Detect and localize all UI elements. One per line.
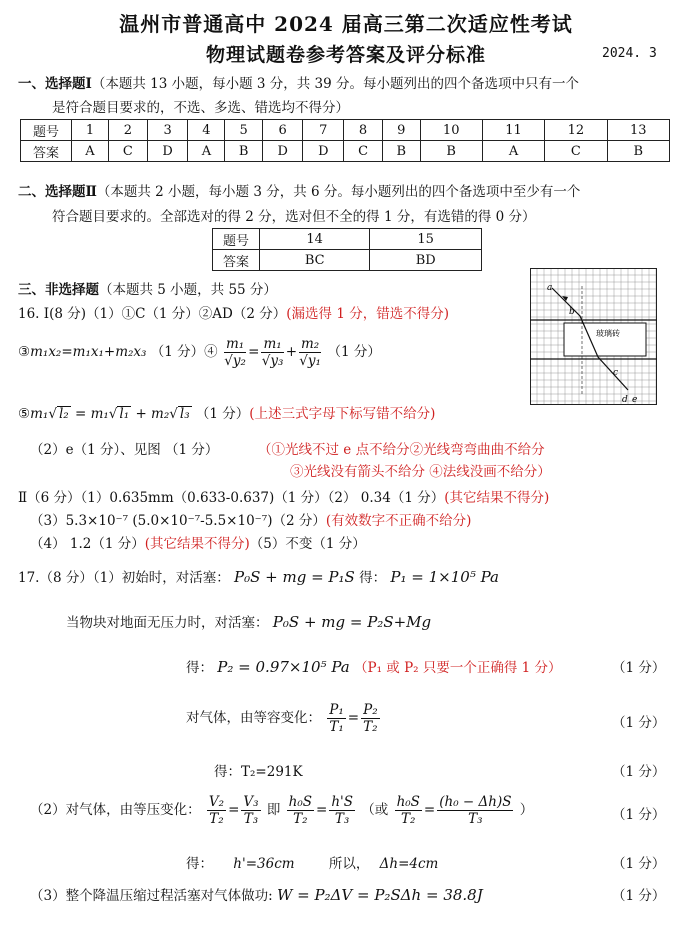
- q17-l8-equation: W = P₂ΔV = P₂SΔh = 38.8J: [276, 886, 483, 904]
- answer-cell: BC: [260, 250, 370, 271]
- q17-l7c: 所以，: [328, 856, 370, 872]
- fraction: $\frac{\text{m₂}}{\text{√y₁}}$: [299, 336, 321, 369]
- q16-ii-line1: [18, 486, 549, 506]
- q17-l5-text: 得：T₂=291K: [214, 764, 303, 780]
- q16-l6-text: （2）e（1 分）、见图 （1 分）: [30, 442, 219, 458]
- exam-date: 2024. 3: [602, 46, 657, 61]
- q16-l3-equation: m₁x₂=m₁x₁+m₂x₃: [30, 344, 147, 360]
- fraction: $\frac{h'S}{\text{T₃}}$: [331, 794, 353, 827]
- q17-line2: [66, 611, 431, 631]
- fraction: $\frac{\text{m₁}}{\text{√y₃}}$: [261, 336, 284, 369]
- fraction: $\frac{\text{V₂}}{\text{T₂}}$: [208, 794, 225, 827]
- q17-l3-score: （1 分）: [612, 660, 666, 676]
- glass-brick: [564, 323, 646, 356]
- q17-l8-score: （1 分）: [612, 888, 666, 904]
- fraction: $\frac{\text{V₃}}{\text{T₃}}$: [243, 794, 259, 827]
- equals-sign: =: [423, 802, 436, 818]
- q17-l3-equation: P₂ = 0.97×10⁵ Pa: [217, 658, 350, 676]
- point-a-label: a: [547, 283, 553, 293]
- q17-l7-score: （1 分）: [612, 856, 666, 872]
- q17-l6-score: （1 分）: [612, 807, 666, 823]
- q17-l5-score: （1 分）: [612, 764, 666, 780]
- q16-l3-score: （1 分）④: [150, 344, 218, 360]
- point-b-label: b: [569, 307, 575, 317]
- q17-l1-text: 17.（8 分）（1）初始时，对活塞：: [18, 570, 230, 586]
- answer-cell: B: [225, 141, 263, 162]
- q16-line5: ⑤m₁√ l₂ = m₁√ l₁ + m₂√ l₃ （1 分）(上述三式字母下标写错不给分): [18, 406, 436, 422]
- page-subtitle: 物理试题卷参考答案及评分标准: [205, 44, 486, 66]
- q16-ii-line3: [30, 532, 366, 552]
- q17-l3-text: 得：: [186, 660, 213, 676]
- answer-cell: A: [72, 141, 109, 162]
- q17-line1: [18, 566, 499, 586]
- q17-l6-mid2: （或: [361, 802, 389, 818]
- q17-line6: [30, 790, 533, 830]
- fraction: $\frac{\text{(h₀ − Δh)S}}{\text{T₃}}$: [439, 794, 512, 827]
- q16-l5-note: (上述三式字母下标写错不给分): [249, 406, 436, 422]
- q17-l7d: Δh=4cm: [379, 856, 439, 872]
- q16-l3-prefix: ③: [18, 344, 31, 360]
- answer-cell: B: [383, 141, 421, 162]
- question-number: 8: [344, 120, 383, 141]
- q16-ii-line2: [30, 509, 471, 529]
- q17-l1-result: P₁ = 1×10⁵ Pa: [390, 568, 499, 586]
- answer-cell: B: [607, 141, 669, 162]
- table-row: [213, 229, 482, 250]
- math-symbol: m₁: [90, 406, 109, 422]
- q16-l6-note2: ③光线没有箭头不给分 ④法线没画不给分）: [290, 464, 551, 480]
- question-number: 11: [482, 120, 544, 141]
- q16-line3: [18, 334, 381, 370]
- q16-l5-prefix: ⑤: [18, 406, 31, 422]
- fraction: $\frac{\text{P₂}}{\text{T₂}}$: [363, 702, 378, 735]
- answer-cell: BD: [370, 250, 482, 271]
- q16-ii2-note: (有效数字不正确不给分): [325, 513, 472, 529]
- q17-l6-end: ）: [519, 802, 534, 818]
- q17-l4-text: 对气体，由等容变化：: [186, 710, 321, 726]
- equals-sign: =: [316, 802, 328, 818]
- q17-l8-text: （3）整个降温压缩过程活塞对气体做功:: [30, 888, 273, 904]
- equals-sign: =: [248, 344, 260, 360]
- q17-l3-note: （P₁ 或 P₂ 只要一个正确得 1 分）: [354, 660, 562, 676]
- page-title: 温州市普通高中 2024 届高三第二次适应性考试: [119, 12, 573, 36]
- q16-ii1-text: Ⅱ（6 分）（1）0.635mm（0.633-0.637)（1 分）（2） 0.34（1 分）: [18, 490, 445, 506]
- q17-l2-equation: P₀S + mg = P₂S+Mg: [272, 613, 432, 631]
- q17-l1-mid: 得：: [359, 570, 387, 586]
- q17-l6-mid1: 即: [266, 802, 281, 818]
- row-label-answer: 答案: [21, 141, 72, 162]
- section1-heading: [18, 72, 579, 92]
- q17-line7: [186, 852, 438, 872]
- q16-line6: [30, 438, 218, 458]
- q17-l7a: 得：: [186, 856, 213, 872]
- q17-l6-text: （2）对气体，由等压变化：: [30, 802, 201, 818]
- question-number: 2: [108, 120, 147, 141]
- math-symbol: l₁: [119, 406, 130, 422]
- q16-l6-note1: （①光线不过 e 点不给分②光线弯弯曲曲不给分: [258, 442, 545, 458]
- section2-answer-table: [212, 228, 482, 271]
- section2-title: 二、选择题Ⅱ: [18, 184, 97, 200]
- question-number: 7: [303, 120, 344, 141]
- fraction: $\frac{\text{P₁}}{\text{T₁}}$: [329, 702, 344, 735]
- q16-line1: [18, 302, 449, 322]
- row-label-question: 题号: [213, 229, 260, 250]
- equals-sign: =: [74, 406, 87, 422]
- fraction: $\frac{\text{m₁}}{\text{√y₂}}$: [224, 336, 246, 369]
- q16-l4-score: （1 分）: [327, 344, 381, 360]
- section3-heading: [18, 278, 277, 298]
- answer-cell: A: [482, 141, 544, 162]
- q16-ii1-note: (其它结果不得分): [444, 490, 550, 506]
- answer-cell: D: [262, 141, 303, 162]
- question-number: 1: [72, 120, 109, 141]
- math-symbol: m₁: [30, 406, 49, 422]
- q17-line3: [186, 656, 562, 676]
- q17-l7b: h'=36cm: [233, 856, 295, 872]
- fraction: $\frac{\text{h₀S}}{\text{T₂}}$: [396, 794, 420, 827]
- question-number: 5: [225, 120, 263, 141]
- equals-sign: =: [228, 802, 240, 818]
- section1-title: 一、选择题Ⅰ: [18, 76, 92, 92]
- glass-brick-label: 玻璃砖: [596, 329, 620, 338]
- math-symbol: m₂: [151, 406, 170, 422]
- section1-desc1: （本题共 13 小题，每小题 3 分，共 39 分。每小题列出的四个备选项中只有一个: [91, 76, 580, 92]
- question-number: 12: [545, 120, 607, 141]
- fraction: $\frac{\text{h₀S}}{\text{T₂}}$: [288, 794, 312, 827]
- section1-desc2: 是符合题目要求的，不选、多选、错选均不得分）: [52, 100, 349, 116]
- section2-heading: [18, 180, 580, 200]
- table-row: [21, 120, 670, 141]
- section1-answer-table: [20, 119, 670, 162]
- math-symbol: l₃: [179, 406, 190, 422]
- optics-grid-figure: [530, 268, 658, 406]
- row-label-question: 题号: [21, 120, 72, 141]
- section2-desc1: （本题共 2 小题，每小题 3 分，共 6 分。每小题列出的四个备选项中至少有一个: [96, 184, 581, 200]
- q16-l5-score: （1 分）: [195, 406, 250, 422]
- q17-line8: [30, 884, 483, 904]
- question-number: 4: [188, 120, 225, 141]
- point-d-label: d: [622, 395, 628, 405]
- question-number: 9: [383, 120, 421, 141]
- q17-line4: [186, 698, 382, 738]
- table-row: [213, 250, 482, 271]
- answer-cell: A: [188, 141, 225, 162]
- answer-cell: B: [420, 141, 482, 162]
- equals-sign: =: [347, 710, 360, 726]
- q16-ii2-text: （3）5.3×10⁻⁷ (5.0×10⁻⁷-5.5×10⁻⁷)（2 分）: [30, 513, 326, 529]
- q17-l1-equation: P₀S + mg = P₁S: [234, 568, 355, 586]
- question-number: 13: [607, 120, 669, 141]
- plus-sign: +: [135, 406, 147, 422]
- section3-title: 三、非选择题: [18, 282, 99, 298]
- plus-sign: +: [285, 344, 297, 360]
- answer-cell: D: [303, 141, 344, 162]
- point-e-label: e: [632, 395, 638, 405]
- q17-l4-score: （1 分）: [612, 715, 666, 731]
- q16-line1-text: 16. Ⅰ(8 分)（1）①C（1 分）②AD（2 分）: [18, 306, 287, 322]
- answer-cell: C: [344, 141, 383, 162]
- table-row: [21, 141, 670, 162]
- math-symbol: l₂: [58, 406, 69, 422]
- point-c-label: c: [613, 368, 619, 378]
- question-number: 3: [147, 120, 188, 141]
- q17-l2-text: 当物块对地面无压力时，对活塞：: [66, 615, 269, 631]
- question-number: 10: [420, 120, 482, 141]
- q16-ii3b-text: （5）不变（1 分）: [249, 536, 366, 552]
- q16-ii3a-text: （4） 1.2（1 分）: [30, 536, 145, 552]
- question-number: 6: [262, 120, 303, 141]
- section3-desc: （本题共 5 小题，共 55 分）: [99, 282, 277, 298]
- row-label-answer: 答案: [213, 250, 260, 271]
- answer-cell: D: [147, 141, 188, 162]
- answer-cell: C: [545, 141, 607, 162]
- q16-line1-note: (漏选得 1 分，错选不得分): [286, 306, 449, 322]
- answer-cell: C: [108, 141, 147, 162]
- section2-desc2: 符合题目要求的。全部选对的得 2 分，选对但不全的得 1 分，有选错的得 0 分）: [52, 209, 536, 225]
- question-number: 15: [370, 229, 482, 250]
- q16-ii3-note: (其它结果不得分): [144, 536, 250, 552]
- question-number: 14: [260, 229, 370, 250]
